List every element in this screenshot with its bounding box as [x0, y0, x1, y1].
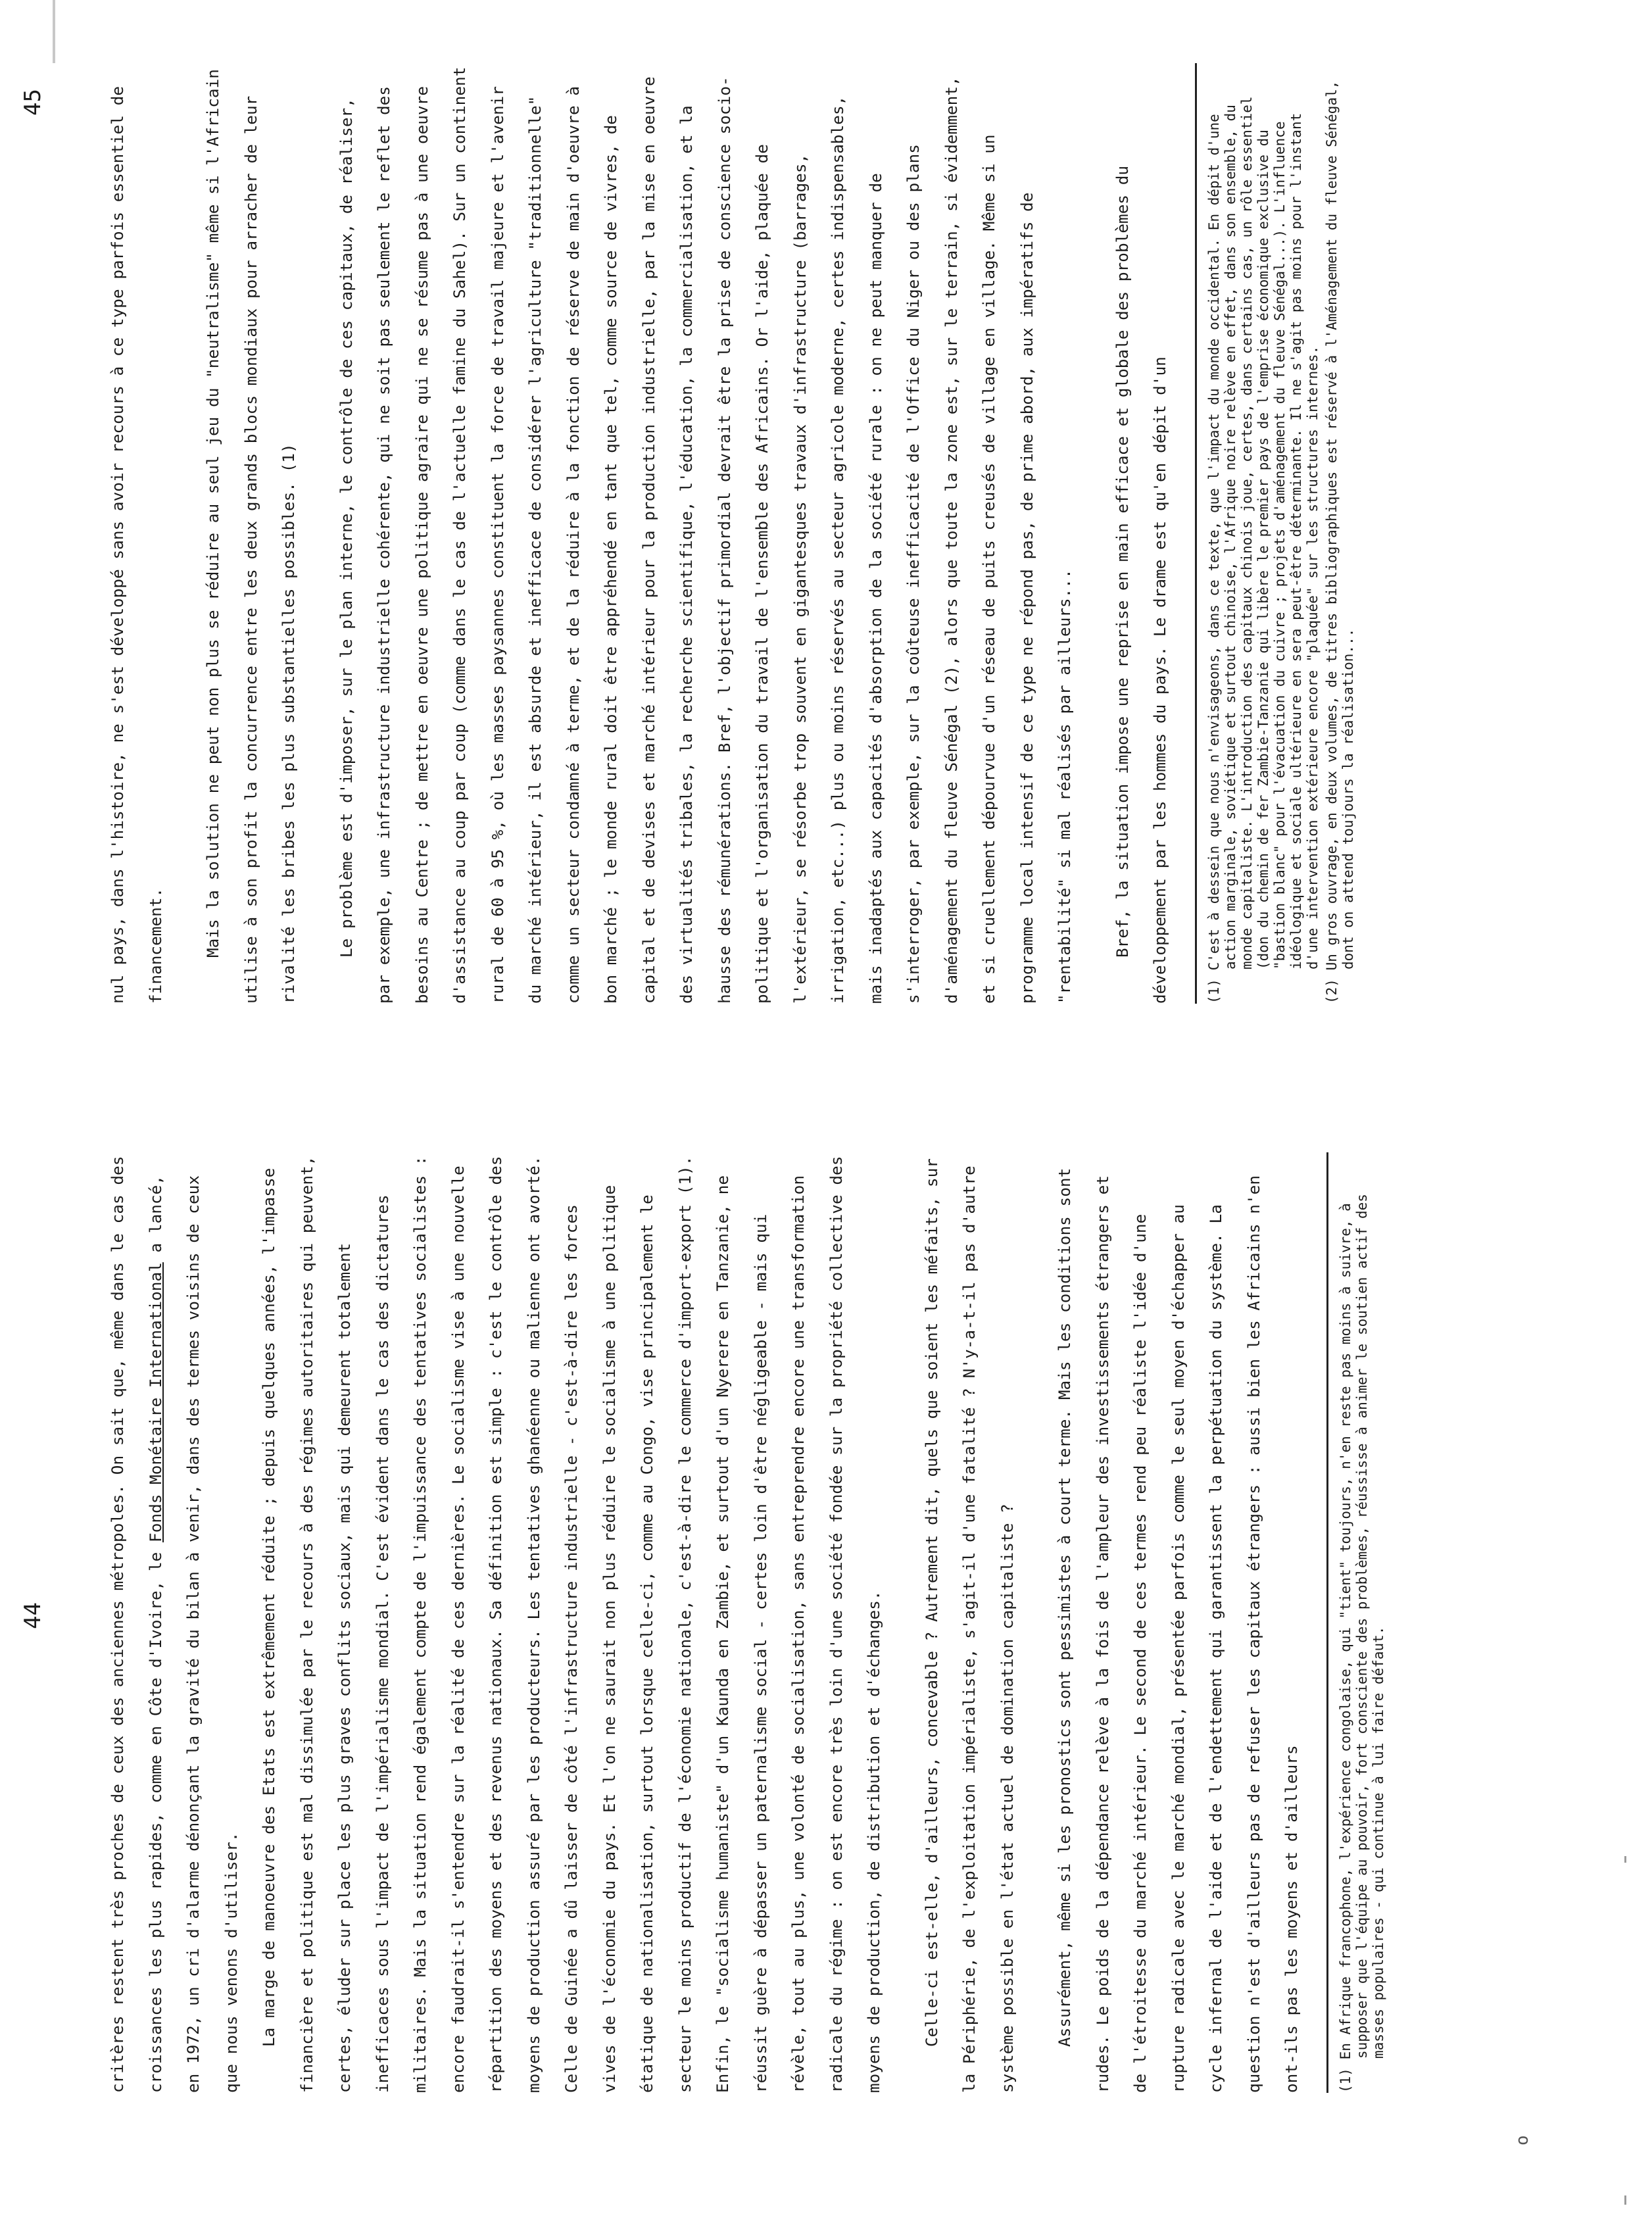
page-number: 44	[20, 1602, 46, 1629]
paragraph-1: nul pays, dans l'histoire, ne s'est développé sans avoir recours à ce type parfois essentiel de financement.	[108, 86, 165, 1004]
text-column	[99, 1152, 1387, 2093]
scan-mark: o	[1513, 2135, 1532, 2145]
paragraph-gap	[1026, 1152, 1046, 2093]
paragraph-3: Celle-ci est-elle, d'ailleurs, concevable ? Autrement dit, quels que soient les méfaits, sur la Périphérie, de l'exploitation impérialiste, s'agit-il d'une fatalité ? N'y-a-t-il pas d'autre système possible en l'état actuel de domination capitaliste ?	[921, 1158, 1017, 2093]
paragraph-4: Bref, la situation impose une reprise en main efficace et globale des problèmes du développement par les hommes du pays. Le drame est qu'en dépit d'un	[1112, 165, 1169, 1004]
page-number: 45	[20, 89, 46, 116]
paragraph-3: Le problème est d'imposer, sur le plan interne, le contrôle de ces capitaux, de réaliser, par exemple, une infrastructure industrielle cohérente, qui ne soit pas seulement le reflet des besoins au Centre ; de mettre en oeuvre une politique agraire qui ne se résume pas à une oeuvre d'assistance au coup par coup (comme dans le cas de l'actuelle famine du Sahel). Sur un continent rural de 60 à 95 %, où les masses paysannes constituent la force de travail majeure et l'avenir du marché intérieur, il est absurde et inefficace de considérer l'agriculture "traditionnelle" comme un secteur condamné à terme, et de la réduire à la fonction de réserve de main d'oeuvre à bon marché ; le monde rural doit être appréhendé en tant que tel, comme source de vivres, de capital et de devises et marché intérieur pour la production industrielle, par la mise en oeuvre des virtualités tribales, la recherche scientifique, l'éducation, la commercialisation, et la hausse des rémunérations. Bref, l'objectif primordial devrait être la prise de conscience socio-politique et l'organisation du travail de l'ensemble des Africains. Or l'aide, plaquée de l'extérieur, se résorbe trop souvent en gigantesques travaux d'infrastructure (barrages, irrigation, etc...) plus ou moins réservés au secteur agricole moderne, certes indispensables, mais inadaptés aux capacités d'absorption de la société rurale : on ne peut manquer de s'interroger, par exemple, sur la coûteuse inefficacité de l'Office du Niger ou des plans d'aménagement du fleuve Sénégal (2), alors que toute la zone est, sur le terrain, si évidemment, et si cruellement dépourvue d'un réseau de puits creusés de village en village. Même si un programme local intensif de ce type ne répond pas, de prime abord, aux impératifs de "rentabilité" si mal réalisés par ailleurs...	[336, 66, 1074, 1004]
paragraph-gap	[308, 63, 328, 1004]
underlined-institution-name: Fonds Monétaire International	[145, 1262, 165, 1542]
paragraph-gap	[893, 1152, 913, 2093]
footnote-2: (2) Un gros ouvrage, en deux volumes, de titres bibliographiques est réservé à l'Aménagement du fleuve Sénégal, dont on attend toujours la réalisation...	[1323, 80, 1356, 1004]
scan-speck	[1624, 2195, 1626, 2205]
footnote-rule	[1326, 1152, 1328, 2093]
text-column	[99, 63, 1357, 1004]
paragraph-2: Mais la solution ne peut non plus se réduire au seul jeu du "neutralisme" même si l'Africain utilise à son profit la concurrence entre les deux grands blocs mondiaux pour arracher de leur rivalité les bribes les plus substantielles possibles. (1)	[203, 69, 298, 1004]
footnote-1: (1) C'est à dessein que nous n'envisageons, dans ce texte, que l'impact du monde occidental. En dépit d'une action marginale, soviétique et surtout chinoise, l'Afrique noire relève en effet, dans son ensemble, du monde capitaliste. L'introduction des capitaux chinois joue, certes, dans certains cas, un rôle essentiel (don du chemin de fer Zambie-Tanzanie qui libère le premier pays de l'emprise économique exclusive du "bastion blanc" pour l'évacuation du cuivre ; projets d'aménagement du fleuve Sénégal...). L'influence idéologique et sociale ultérieure en sera peut-être déterminante. Il ne s'agit pas moins pour l'instant d'une intervention extérieure encore "plaquée" sur les structures internes.	[1205, 96, 1321, 1004]
page-44	[0, 1116, 1652, 2231]
footnote-rule	[1195, 63, 1197, 1004]
paragraph-4: Assurément, même si les pronostics sont pessimistes à court terme. Mais les conditions sont rudes. Le poids de la dépendance relève à la fois de l'ampleur des investissements étrangers et de l'étroitesse du marché intérieur. Le second de ces termes rend peu réaliste l'idée d'une rupture radicale avec le marché mondial, présentée parfois comme le seul moyen d'échapper au cycle infernal de l'aide et de l'endettement qui garantissent la perpétuation du système. La question n'est d'ailleurs pas de refuser les capitaux étrangers : aussi bien les Africains n'en ont-ils pas les moyens et d'ailleurs	[1055, 1167, 1301, 2093]
paragraph-2: La marge de manoeuvre des Etats est extrêmement réduite ; depuis quelques années, l'impasse financière et politique est mal dissimulée par le recours à des régimes autoritaires qui peuvent, certes, éluder sur place les plus graves conflits sociaux, mais qui demeurent totalement inefficaces sous l'impact de l'impérialisme mondial. C'est évident dans le cas des dictatures militaires. Mais la situation rend également compte de l'impuissance des tentatives socialistes : encore faudrait-il s'entendre sur la réalité de ces dernières. Le socialisme vise à une nouvelle répartition des moyens et des revenus nationaux. Sa définition est simple : c'est le contrôle des moyens de production assuré par les producteurs. Les tentatives ghanéenne ou malienne ont avorté. Celle de Guinée a dû laisser de côté l'infrastructure industrielle - c'est-à-dire les forces vives de l'économie du pays. Et l'on ne saurait non plus réduire le socialisme à une politique étatique de nationalisation, surtout lorsque celle-ci, comme au Congo, vise principalement le secteur le moins productif de l'économie nationale, c'est-à-dire le commerce d'import-export (1). Enfin, le "socialisme humaniste" d'un Kaunda en Zambie, et surtout d'un Nyerere en Tanzanie, ne réussit guère à dépasser un paternalisme social - certes loin d'être négligeable - mais qui révèle, tout au plus, une volonté de socialisation, sans entreprendre encore une transformation radicale du régime : on est encore très loin d'une société fondée sur la propriété collective des moyens de production, de distribution et d'échanges.	[259, 1156, 883, 2093]
footnote-1: (1) En Afrique francophone, l'expérience congolaise, qui "tient" toujours, n'en reste pas moins à suivre, à supposer que l'équipe au pouvoir, fort consciente des problèmes, réussisse à animer le soutien actif des masses populaires - qui continue à lui faire défaut.	[1337, 1194, 1386, 2093]
scan-edge-noise	[53, 0, 55, 63]
paragraph-1: critères restent très proches de ceux des anciennes métropoles. On sait que, même dans le cas des croissances les plus rapides, comme en Côte d'Ivoire, le Fonds Monétaire International a lancé, en 1972, un cri d'alarme dénonçant la gravité du bilan à venir, dans des termes voisins de ceux que nous venons d'utiliser.	[108, 1156, 241, 2093]
paragraph-gap	[1084, 63, 1104, 1004]
paragraph-gap	[174, 63, 194, 1004]
scan-speck	[1624, 1856, 1626, 1863]
